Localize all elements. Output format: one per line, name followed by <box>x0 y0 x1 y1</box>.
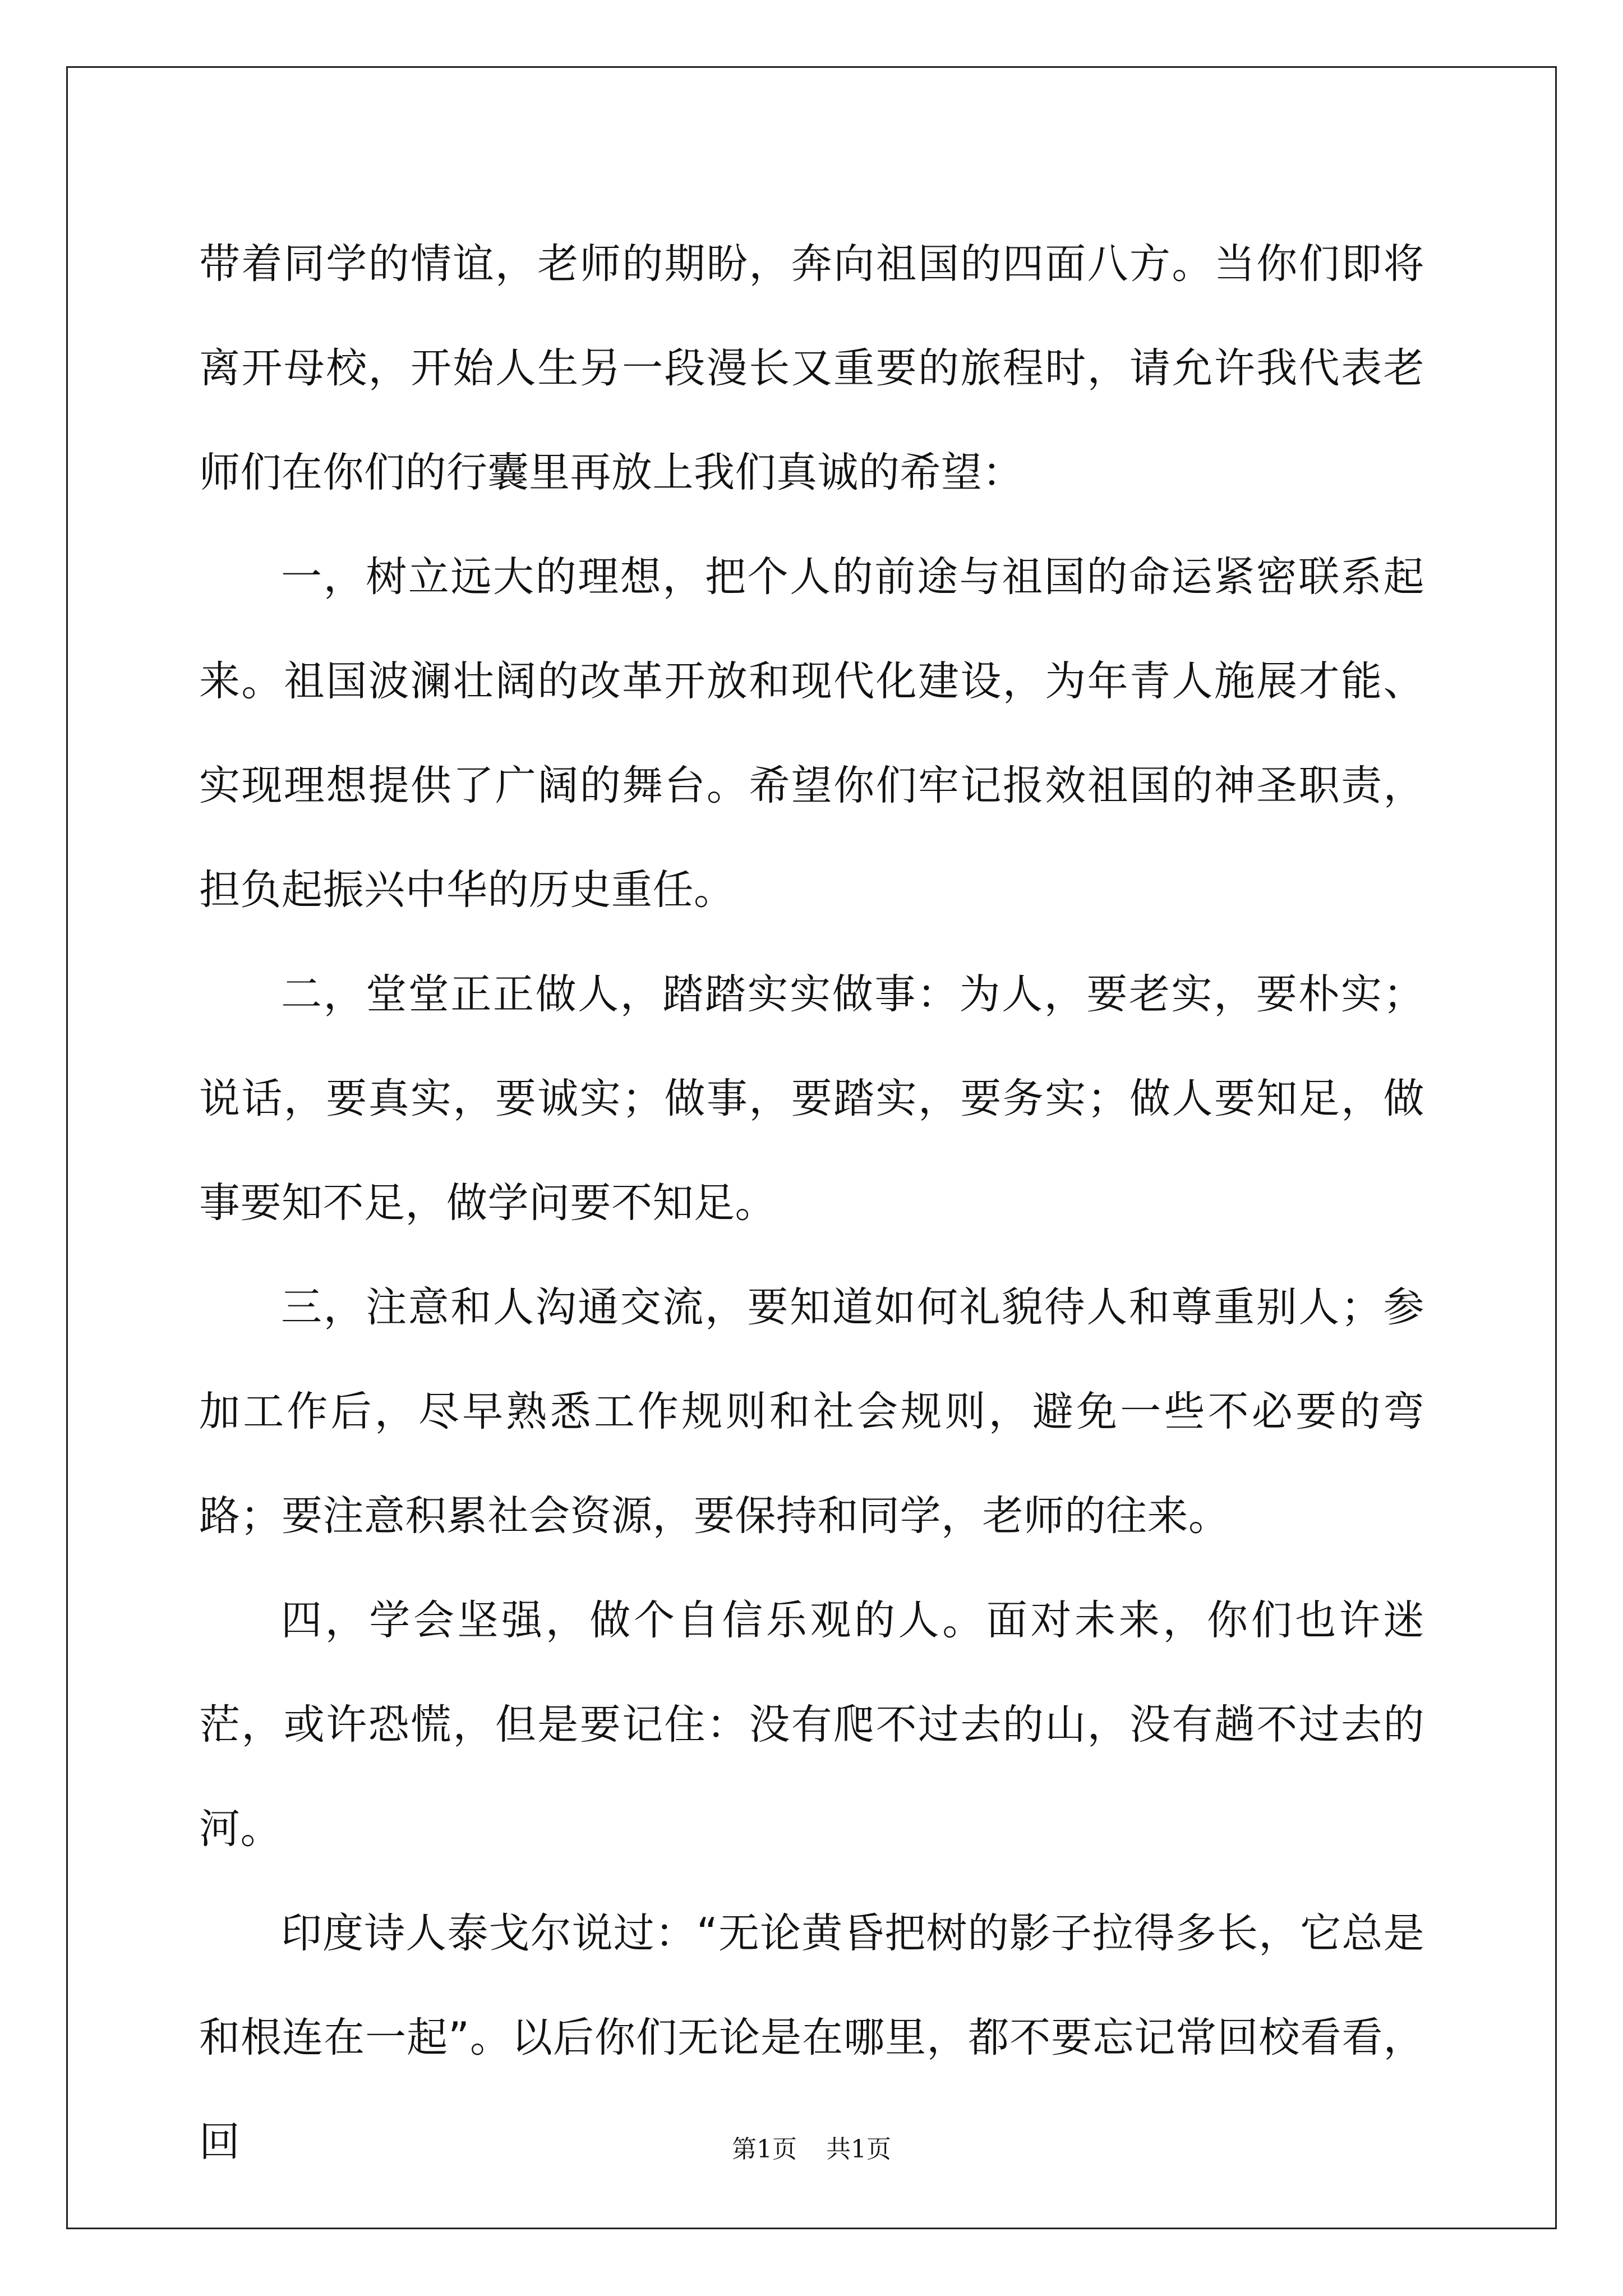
paragraph-4: 三，注意和人沟通交流，要知道如何礼貌待人和尊重别人；参加工作后，尽早熟悉工作规则和社会规则，避免一些不必要的弯路；要注意积累社会资源，要保持和同学，老师的往来。 <box>199 1283 1424 1540</box>
paragraph-5: 四，学会坚强，做个自信乐观的人。面对未来，你们也许迷茫，或许恐慌，但是要记住：没有爬不过去的山，没有趟不过去的河。 <box>199 1596 1424 1853</box>
page-number-current: 第1页 <box>732 2135 797 2164</box>
page-footer <box>0 2133 1623 2166</box>
document-body <box>199 212 1424 2194</box>
page-number-total: 共1页 <box>826 2135 891 2164</box>
paragraph-3: 二，堂堂正正做人，踏踏实实做事：为人，要老实，要朴实；说话，要真实，要诚实；做事，要踏实，要务实；做人要知足，做事要知不足，做学问要不知足。 <box>199 970 1424 1227</box>
paragraph-6: 印度诗人泰戈尔说过：“无论黄昏把树的影子拉得多长，它总是和根连在一起”。以后你们无论是在哪里，都不要忘记常回校看看，回 <box>199 1910 1424 2166</box>
paragraph-1: 带着同学的情谊，老师的期盼，奔向祖国的四面八方。当你们即将离开母校，开始人生另一段漫长又重要的旅程时，请允许我代表老师们在你们的行囊里再放上我们真诚的希望： <box>199 240 1424 496</box>
paragraph-2: 一，树立远大的理想，把个人的前途与祖国的命运紧密联系起来。祖国波澜壮阔的改革开放和现代化建设，为年青人施展才能、实现理想提供了广阔的舞台。希望你们牢记报效祖国的神圣职责，担负起振兴中华的历史重任。 <box>199 553 1424 914</box>
